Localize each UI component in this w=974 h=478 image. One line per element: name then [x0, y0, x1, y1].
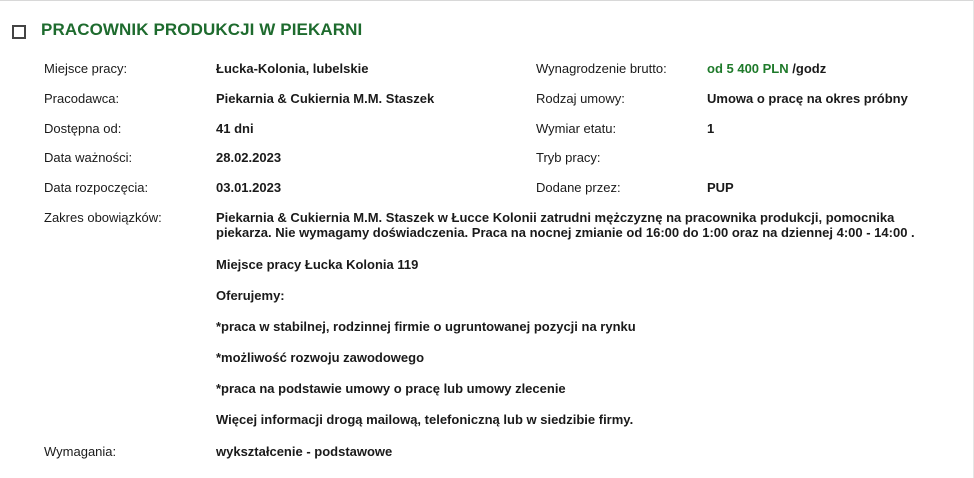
- expiry-label: Data ważności:: [44, 150, 133, 165]
- location-label: Miejsce pracy:: [44, 61, 128, 76]
- contract-label: Rodzaj umowy:: [536, 91, 625, 106]
- added-by-value: PUP: [707, 180, 734, 195]
- added-by-label: Dodane przez:: [536, 180, 621, 195]
- offer-item-1: *praca w stabilnej, rodzinnej firmie o ugruntowanej pozycji na rynku: [216, 319, 636, 334]
- salary-amount: od 5 400 PLN: [707, 61, 789, 76]
- duties-address: Miejsce pracy Łucka Kolonia 119: [216, 257, 419, 272]
- job-title[interactable]: PRACOWNIK PRODUKCJI W PIEKARNI: [41, 20, 363, 39]
- employer-value: Piekarnia & Cukiernia M.M. Staszek: [216, 91, 435, 106]
- select-job-checkbox[interactable]: [12, 25, 26, 39]
- offer-item-3: *praca na podstawie umowy o pracę lub umowy zlecenie: [216, 381, 566, 396]
- duties-label: Zakres obowiązków:: [44, 210, 162, 225]
- requirements-label: Wymagania:: [44, 444, 117, 459]
- top-divider: [0, 0, 974, 1]
- fte-label: Wymiar etatu:: [536, 121, 617, 136]
- work-mode-label: Tryb pracy:: [536, 150, 601, 165]
- start-label: Data rozpoczęcia:: [44, 180, 149, 195]
- requirements-value: wykształcenie - podstawowe: [216, 444, 393, 459]
- contact-info: Więcej informacji drogą mailową, telefoniczną lub w siedzibie firmy.: [216, 412, 634, 427]
- fte-value: 1: [707, 121, 715, 136]
- salary-value: [707, 61, 826, 76]
- start-value: 03.01.2023: [216, 180, 282, 195]
- employer-label: Pracodawca:: [44, 91, 120, 106]
- offer-heading: Oferujemy:: [216, 288, 285, 303]
- job-header: [12, 20, 362, 40]
- salary-unit: /godz: [792, 61, 827, 76]
- expiry-value: 28.02.2023: [216, 150, 282, 165]
- duties-intro: Piekarnia & Cukiernia M.M. Staszek w Łucce Kolonii zatrudni mężczyznę na pracownika produkcji, pomocnika piekarza. Nie wymagamy doświadczenia. Praca na nocnej zmianie od 16:00 do 1:00 oraz na dziennej 4:00 - 14:00 .: [216, 210, 915, 240]
- location-value: Łucka-Kolonia, lubelskie: [216, 61, 369, 76]
- offer-item-2: *możliwość rozwoju zawodowego: [216, 350, 425, 365]
- salary-label: Wynagrodzenie brutto:: [536, 61, 667, 76]
- duties-description: [216, 210, 936, 443]
- available-label: Dostępna od:: [44, 121, 122, 136]
- contract-value: Umowa o pracę na okres próbny: [707, 91, 908, 106]
- available-value: 41 dni: [216, 121, 254, 136]
